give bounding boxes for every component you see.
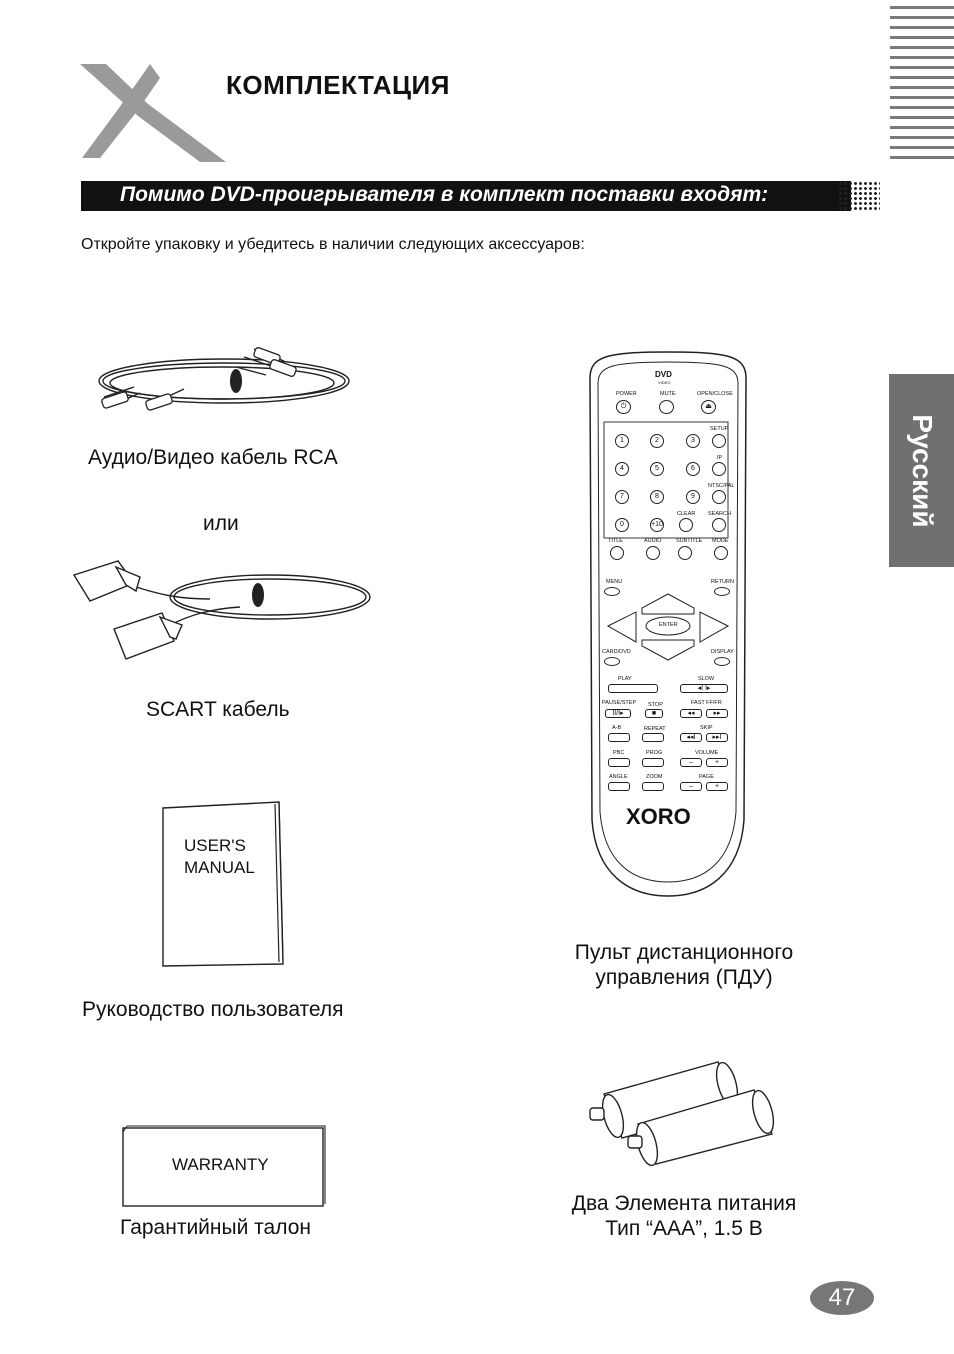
fast-rewind-button[interactable]: ◂◂ bbox=[680, 709, 702, 718]
stop-label: STOP bbox=[648, 702, 663, 708]
menu-button[interactable] bbox=[604, 587, 620, 596]
digit-button-8[interactable]: 8 bbox=[650, 490, 664, 504]
digit-button-2[interactable]: 2 bbox=[650, 434, 664, 448]
search-button[interactable] bbox=[712, 518, 726, 532]
audio-label: AUDIO bbox=[644, 538, 662, 544]
setup-label: SETUP bbox=[710, 426, 729, 432]
language-tab-label: Русский bbox=[906, 413, 938, 528]
mute-label: MUTE bbox=[660, 391, 676, 397]
volume-label: VOLUME bbox=[695, 750, 719, 756]
clear-button[interactable] bbox=[679, 518, 693, 532]
digit-button-1[interactable]: 1 bbox=[615, 434, 629, 448]
skip-label: SKIP bbox=[700, 725, 713, 731]
card-dvd-label: CARD/DVD bbox=[602, 649, 631, 655]
manual-cover-text: USER'S MANUAL bbox=[184, 836, 255, 877]
menu-label: MENU bbox=[606, 579, 623, 585]
ntsc-pal-button[interactable] bbox=[712, 490, 726, 504]
power-label: POWER bbox=[616, 391, 637, 397]
ab-label: A-B bbox=[612, 725, 622, 731]
display-button[interactable] bbox=[714, 657, 730, 666]
banner-text: Помимо DVD-проигрывателя в комплект поставки входят: bbox=[120, 183, 769, 206]
mute-button[interactable] bbox=[659, 400, 674, 414]
clear-label: CLEAR bbox=[677, 511, 696, 517]
remote-label-line1: Пульт дистанционного bbox=[574, 941, 794, 964]
angle-button[interactable] bbox=[608, 782, 630, 791]
remote-control-illustration bbox=[578, 350, 758, 900]
zoom-label: ZOOM bbox=[646, 774, 663, 780]
digit-button-3[interactable]: 3 bbox=[686, 434, 700, 448]
or-label: или bbox=[203, 512, 239, 535]
fast-forward-button[interactable]: ▸▸ bbox=[706, 709, 728, 718]
repeat-button[interactable] bbox=[642, 733, 664, 742]
skip-prev-button[interactable]: ◂◂I bbox=[680, 733, 702, 742]
mode-button[interactable] bbox=[714, 546, 728, 560]
subtitle-button[interactable] bbox=[678, 546, 692, 560]
open-close-button[interactable]: ⏏ bbox=[701, 400, 716, 414]
card-dvd-button[interactable] bbox=[604, 657, 620, 666]
remote-brand: XORO bbox=[626, 804, 691, 829]
ip-button[interactable] bbox=[712, 462, 726, 476]
fast-label: FAST FF/FR bbox=[691, 700, 722, 706]
angle-label: ANGLE bbox=[609, 774, 628, 780]
slow-label: SLOW bbox=[698, 676, 715, 682]
language-tab bbox=[889, 374, 954, 567]
digit-button-5[interactable]: 5 bbox=[650, 462, 664, 476]
mode-label: MODE bbox=[712, 538, 729, 544]
subtitle-label: SUBTITLE bbox=[676, 538, 703, 544]
ip-label: IP bbox=[717, 455, 723, 461]
rca-cable-label: Аудио/Видео кабель RCA bbox=[88, 446, 338, 469]
scart-cable-icon bbox=[70, 555, 376, 665]
power-button[interactable]: ⏻ bbox=[616, 400, 631, 414]
page-number: 47 bbox=[828, 1284, 856, 1311]
prog-button[interactable] bbox=[642, 758, 664, 767]
rca-cable-icon bbox=[94, 345, 352, 417]
page-number-badge bbox=[810, 1281, 874, 1315]
title-label: TITLE bbox=[608, 538, 623, 544]
volume-up-button[interactable]: + bbox=[706, 758, 728, 767]
digit-button-6[interactable]: 6 bbox=[686, 462, 700, 476]
volume-down-button[interactable]: – bbox=[680, 758, 702, 767]
title-button[interactable] bbox=[610, 546, 624, 560]
ntsc-pal-label: NTSC/PAL bbox=[708, 483, 735, 489]
return-label: RETURN bbox=[711, 579, 734, 585]
slow-button[interactable]: ◂I I▸ bbox=[680, 684, 728, 693]
warranty-label: Гарантийный талон bbox=[120, 1216, 311, 1239]
return-button[interactable] bbox=[714, 587, 730, 596]
digit-button-7[interactable]: 7 bbox=[615, 490, 629, 504]
audio-button[interactable] bbox=[646, 546, 660, 560]
page-up-button[interactable]: + bbox=[706, 782, 728, 791]
banner-dots bbox=[838, 181, 880, 211]
page-down-button[interactable]: – bbox=[680, 782, 702, 791]
digit-button-4[interactable]: 4 bbox=[615, 462, 629, 476]
batteries-label-line2: Тип “AAA”, 1.5 В bbox=[605, 1217, 763, 1240]
digit-button-9[interactable]: 9 bbox=[686, 490, 700, 504]
intro-text: Откройте упаковку и убедитесь в наличии следующих аксессуаров: bbox=[81, 236, 585, 253]
digit-button-0[interactable]: 0 bbox=[615, 518, 629, 532]
pause-step-button[interactable]: II/I▸ bbox=[605, 709, 631, 718]
repeat-label: REPEAT bbox=[644, 726, 666, 732]
page-title: КОМПЛЕКТАЦИЯ bbox=[226, 70, 450, 100]
batteries-icon bbox=[586, 1058, 782, 1166]
prog-label: PROG bbox=[646, 750, 663, 756]
setup-button[interactable] bbox=[712, 434, 726, 448]
dvd-logo: DVD bbox=[655, 370, 672, 379]
play-button[interactable] bbox=[608, 684, 658, 693]
dvd-logo-sub: VIDEO bbox=[658, 380, 671, 385]
page-label: PAGE bbox=[699, 774, 714, 780]
ab-button[interactable] bbox=[608, 733, 630, 742]
open-close-label: OPEN/CLOSE bbox=[697, 391, 733, 397]
search-label: SEARCH bbox=[708, 511, 731, 517]
remote-label-line2: управления (ПДУ) bbox=[595, 966, 773, 989]
display-label: DISPLAY bbox=[711, 649, 734, 655]
play-label: PLAY bbox=[618, 676, 632, 682]
scart-cable-label: SCART кабель bbox=[146, 698, 290, 721]
enter-label: ENTER bbox=[659, 622, 678, 628]
manual-booklet-icon bbox=[161, 800, 285, 968]
pbc-button[interactable] bbox=[608, 758, 630, 767]
header-stripes bbox=[890, 6, 954, 162]
stop-button[interactable]: ■ bbox=[645, 709, 663, 718]
skip-next-button[interactable]: ▸▸I bbox=[706, 733, 728, 742]
zoom-button[interactable] bbox=[642, 782, 664, 791]
pause-step-label: PAUSE/STEP bbox=[602, 700, 637, 706]
plus-10-button[interactable]: +10 bbox=[650, 518, 664, 532]
pbc-label: PBC bbox=[613, 750, 625, 756]
manual-label: Руководство пользователя bbox=[82, 998, 344, 1021]
batteries-label-line1: Два Элемента питания bbox=[571, 1192, 797, 1215]
x-logo bbox=[78, 58, 228, 164]
warranty-cover-text: WARRANTY bbox=[172, 1155, 269, 1174]
